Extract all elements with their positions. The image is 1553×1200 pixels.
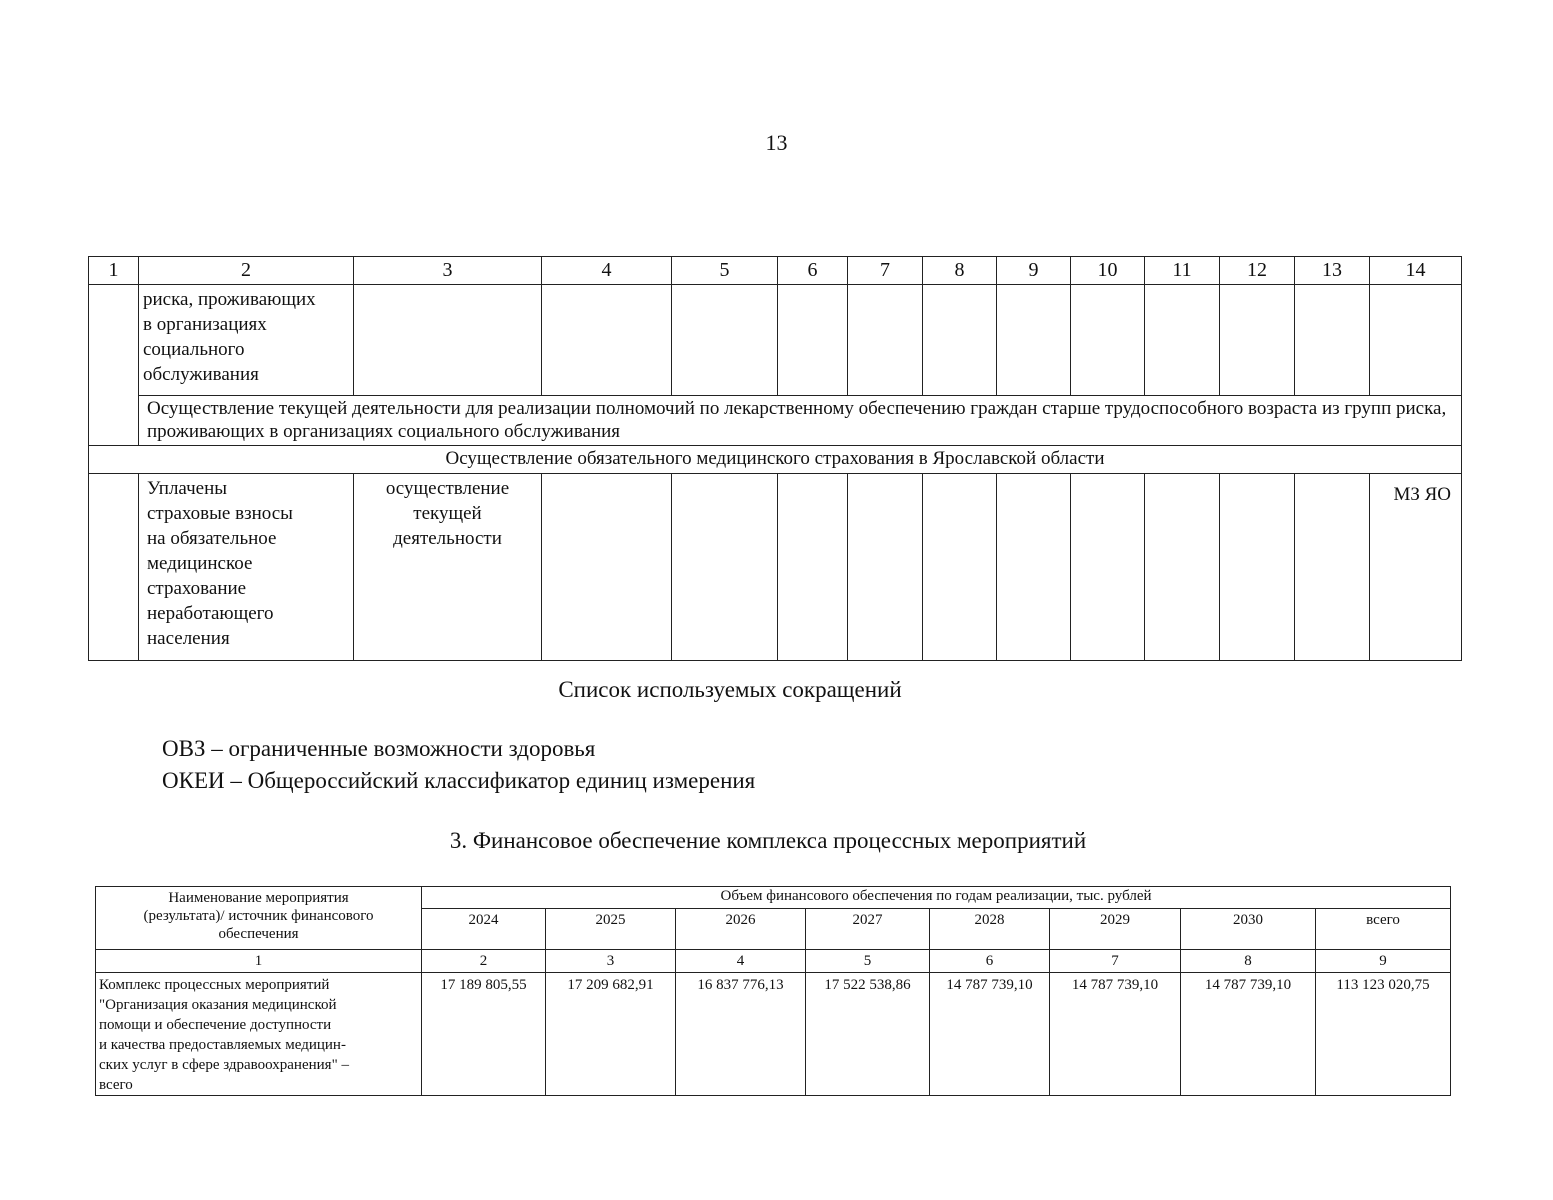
abbreviation-item: ОКЕИ – Общероссийский классификатор единиц измерения xyxy=(162,768,756,793)
cell-line: помощи и обеспечение доступности xyxy=(99,1017,332,1033)
cell-line: на обязательное xyxy=(147,528,277,549)
table-cell xyxy=(139,474,354,661)
table-header-row xyxy=(96,887,1451,909)
column-number: 7 xyxy=(1050,950,1181,973)
column-number: 7 xyxy=(848,257,923,285)
table-cell xyxy=(1220,285,1295,396)
table-cell xyxy=(997,285,1071,396)
cell-line: населения xyxy=(147,628,230,649)
table-cell xyxy=(542,285,672,396)
name-column-header xyxy=(96,887,422,950)
measure-name-cell xyxy=(96,973,422,1096)
column-number: 10 xyxy=(1071,257,1145,285)
table-cell xyxy=(1071,474,1145,661)
insurance-section-title: Осуществление обязательного медицинского страхования в Ярославской области xyxy=(89,446,1462,474)
year-header: 2027 xyxy=(806,909,930,950)
amount-cell: 17 522 538,86 xyxy=(806,973,930,1096)
table-cell xyxy=(672,285,778,396)
cell-line: всего xyxy=(99,1077,133,1093)
abbreviation-item: ОВЗ – ограниченные возможности здоровья xyxy=(162,736,596,761)
cell-line: текущей xyxy=(413,503,482,524)
total-header: всего xyxy=(1316,909,1451,950)
table-cell xyxy=(848,285,923,396)
year-header: 2030 xyxy=(1181,909,1316,950)
current-activity-text: Осуществление текущей деятельности для реализации полномочий по лекарственному обеспечению граждан старше трудоспособного возраста из групп риска, проживающих в организациях социального обслуживания xyxy=(139,396,1462,446)
cell-line: деятельности xyxy=(393,528,502,549)
cell-line: ских услуг в сфере здравоохранения" – xyxy=(99,1057,349,1073)
column-number: 5 xyxy=(672,257,778,285)
table-cell xyxy=(923,474,997,661)
table-cell xyxy=(354,474,542,661)
volume-header: Объем финансового обеспечения по годам реализации, тыс. рублей xyxy=(422,887,1451,909)
cell-line: и качества предоставляемых медицин- xyxy=(99,1037,346,1053)
table-row xyxy=(89,474,1462,661)
cell-line: медицинское xyxy=(147,553,253,574)
column-number: 4 xyxy=(676,950,806,973)
header-line: (результата)/ источник финансового xyxy=(143,908,374,924)
header-line: обеспечения xyxy=(218,926,299,942)
table-cell xyxy=(542,474,672,661)
column-number: 9 xyxy=(1316,950,1451,973)
table-cell xyxy=(89,285,139,446)
page-number: 13 xyxy=(765,130,788,155)
column-number: 8 xyxy=(1181,950,1316,973)
table-cell xyxy=(1370,285,1462,396)
amount-cell: 14 787 739,10 xyxy=(1181,973,1316,1096)
cell-line: обслуживания xyxy=(143,364,259,385)
year-header: 2024 xyxy=(422,909,546,950)
table-cell xyxy=(778,474,848,661)
table-cell xyxy=(89,474,139,661)
column-number: 14 xyxy=(1370,257,1462,285)
table-cell xyxy=(1220,474,1295,661)
amount-cell: 14 787 739,10 xyxy=(930,973,1050,1096)
total-amount-cell: 113 123 020,75 xyxy=(1316,973,1451,1096)
cell-line: в организациях xyxy=(143,314,267,335)
column-number: 5 xyxy=(806,950,930,973)
table-cell xyxy=(923,285,997,396)
table-cell xyxy=(997,474,1071,661)
year-header: 2029 xyxy=(1050,909,1181,950)
column-number: 12 xyxy=(1220,257,1295,285)
cell-line: Уплачены xyxy=(147,478,228,499)
column-number: 3 xyxy=(354,257,542,285)
column-number: 3 xyxy=(546,950,676,973)
year-header: 2026 xyxy=(676,909,806,950)
table-cell xyxy=(1071,285,1145,396)
table-row xyxy=(96,973,1451,1096)
column-number: 8 xyxy=(923,257,997,285)
finance-table xyxy=(95,886,1451,1096)
finance-section-title: 3. Финансовое обеспечение комплекса процессных мероприятий xyxy=(449,828,1087,853)
column-number: 1 xyxy=(89,257,139,285)
cell-line: неработающего xyxy=(147,603,274,624)
column-number: 2 xyxy=(139,257,354,285)
table-cell xyxy=(1295,474,1370,661)
cell-line: социального xyxy=(143,339,245,360)
amount-cell: 17 189 805,55 xyxy=(422,973,546,1096)
table-cell xyxy=(672,474,778,661)
amount-cell: 14 787 739,10 xyxy=(1050,973,1181,1096)
year-header: 2025 xyxy=(546,909,676,950)
column-number: 11 xyxy=(1145,257,1220,285)
column-number: 4 xyxy=(542,257,672,285)
amount-cell: 16 837 776,13 xyxy=(676,973,806,1096)
amount-cell: 17 209 682,91 xyxy=(546,973,676,1096)
table-cell xyxy=(1145,474,1220,661)
column-number: 1 xyxy=(96,950,422,973)
table-row xyxy=(89,285,1462,396)
column-number-row xyxy=(96,950,1451,973)
table-cell xyxy=(139,285,354,396)
column-number: 6 xyxy=(930,950,1050,973)
cell-line: "Организация оказания медицинской xyxy=(99,997,337,1013)
responsible-cell: МЗ ЯО xyxy=(1370,474,1462,661)
table-cell xyxy=(778,285,848,396)
column-number: 6 xyxy=(778,257,848,285)
cell-line: Комплекс процессных мероприятий xyxy=(99,977,330,993)
table-cell xyxy=(354,285,542,396)
table-cell xyxy=(848,474,923,661)
table-cell xyxy=(1295,285,1370,396)
activities-table xyxy=(88,256,1462,661)
cell-line: страхование xyxy=(147,578,247,599)
cell-line: осуществление xyxy=(385,478,510,499)
table-cell xyxy=(1145,285,1220,396)
column-number: 13 xyxy=(1295,257,1370,285)
cell-line: страховые взносы xyxy=(147,503,293,524)
cell-line: риска, проживающих xyxy=(143,289,316,310)
table-header-row xyxy=(89,257,1462,285)
table-row xyxy=(89,396,1462,446)
header-line: Наименование мероприятия xyxy=(168,890,349,906)
year-header: 2028 xyxy=(930,909,1050,950)
abbreviations-title: Список используемых сокращений xyxy=(558,677,902,702)
column-number: 2 xyxy=(422,950,546,973)
table-row xyxy=(89,446,1462,474)
column-number: 9 xyxy=(997,257,1071,285)
